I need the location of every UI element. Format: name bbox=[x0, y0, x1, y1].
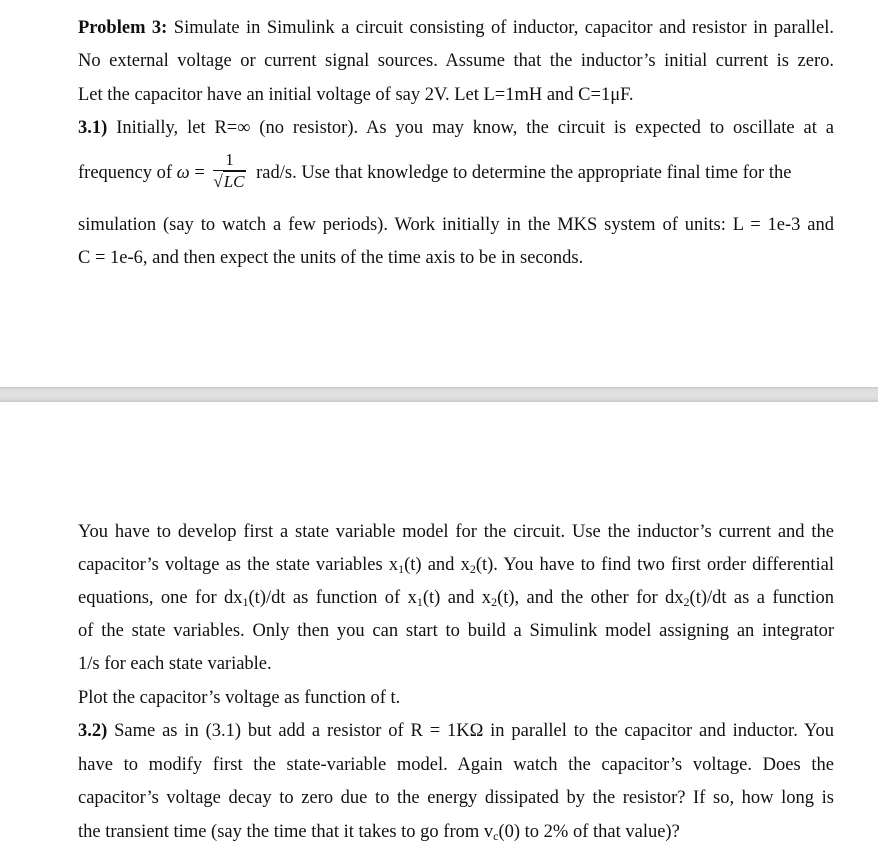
sqrt-icon: √ bbox=[213, 172, 223, 192]
state-model-line-5: 1/s for each state variable. bbox=[78, 654, 272, 674]
problem-3-line-1: Problem 3: Simulate in Simulink a circuit consisting of inductor, capacitor and resistor in parallel. bbox=[78, 18, 835, 38]
document-page-1 bbox=[0, 0, 878, 387]
document-page-2 bbox=[0, 402, 878, 852]
section-3-1-line-1: 3.1) Initially, let R=∞ (no resistor). As you may know, the circuit is expected to oscillate at a bbox=[78, 118, 834, 138]
section-3-2-line-4: the transient time (say the time that it takes to go from vc(0) to 2% of that value)? bbox=[78, 822, 680, 843]
omega-fraction bbox=[213, 150, 245, 193]
problem-3-line-2: No external voltage or current signal sources. Assume that the inductor’s initial current is zero. bbox=[78, 51, 834, 71]
state-model-line-1: You have to develop first a state variable model for the circuit. Use the inductor’s current and the bbox=[78, 522, 834, 542]
plot-instruction: Plot the capacitor’s voltage as function of t. bbox=[78, 688, 401, 708]
fraction-denominator: √LC bbox=[213, 172, 245, 192]
fraction-numerator: 1 bbox=[213, 150, 245, 171]
section-3-2-line-1: 3.2) Same as in (3.1) but add a resistor of R = 1KΩ in parallel to the capacitor and inductor. You bbox=[78, 721, 834, 741]
section-3-1-line-4: C = 1e-6, and then expect the units of the time axis to be in seconds. bbox=[78, 248, 584, 268]
problem-label: Problem 3: bbox=[78, 18, 168, 38]
state-model-line-2: capacitor’s voltage as the state variables x1(t) and x2(t). You have to find two first order differential bbox=[78, 555, 834, 576]
section-3-1-formula-line: frequency of ω = $\frac{1}{√LC}$ rad/s. Use that knowledge to determine the appropriate final time for the bbox=[78, 150, 792, 192]
state-model-line-3: equations, one for dx1(t)/dt as function of x1(t) and x2(t), and the other for dx2(t)/dt as a function bbox=[78, 588, 835, 609]
omega-symbol: ω bbox=[176, 163, 190, 183]
section-3-2-label: 3.2) bbox=[78, 721, 108, 741]
section-3-2-line-3: capacitor’s voltage decay to zero due to the energy dissipated by the resistor? If so, how long is bbox=[78, 788, 834, 808]
section-3-2-line-2: have to modify first the state-variable model. Again watch the capacitor’s voltage. Does the bbox=[78, 755, 834, 775]
state-model-line-4: of the state variables. Only then you can start to build a Simulink model assigning an integrator bbox=[78, 621, 834, 641]
page-separator bbox=[0, 387, 878, 403]
problem-3-line-3: Let the capacitor have an initial voltage of say 2V. Let L=1mH and C=1μF. bbox=[78, 85, 634, 105]
section-3-1-label: 3.1) bbox=[78, 118, 108, 138]
section-3-1-line-3: simulation (say to watch a few periods). Work initially in the MKS system of units: L = 1e-3 and bbox=[78, 215, 834, 235]
